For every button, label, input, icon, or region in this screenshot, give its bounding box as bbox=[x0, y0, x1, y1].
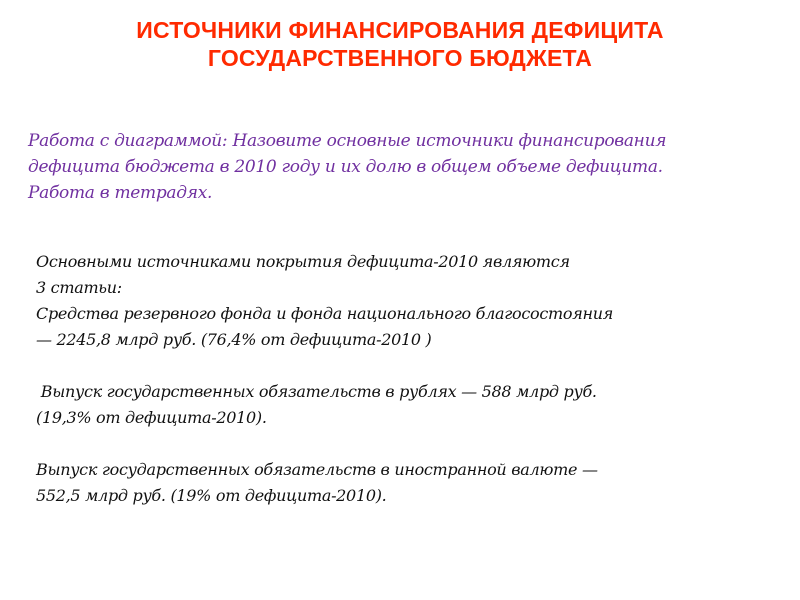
answer-intro-line-2: 3 статьи: bbox=[36, 278, 122, 297]
task-line-1: Работа с диаграммой: Назовите основные источники финансирования bbox=[28, 131, 667, 151]
answer-item-1-line-2: — 2245,8 млрд руб. (76,4% от дефицита-2010 ) bbox=[36, 330, 432, 349]
task-instructions bbox=[28, 128, 768, 206]
answer-item-3-line-1: Выпуск государственных обязательств в иностранной валюте — bbox=[36, 460, 598, 479]
slide-title bbox=[0, 16, 800, 72]
answer-item-3-line-2: 552,5 млрд руб. (19% от дефицита-2010). bbox=[36, 486, 387, 505]
answer-item-2-line-2: (19,3% от дефицита-2010). bbox=[36, 408, 267, 427]
paragraph-gap bbox=[36, 353, 766, 379]
paragraph-gap bbox=[36, 431, 766, 457]
slide-title-line-1: ИСТОЧНИКИ ФИНАНСИРОВАНИЯ ДЕФИЦИТА bbox=[136, 17, 664, 43]
task-line-2: дефицита бюджета в 2010 году и их долю в общем объеме дефицита. bbox=[28, 157, 663, 177]
task-line-3: Работа в тетрадях. bbox=[28, 183, 213, 203]
answer-item-1-line-1: Средства резервного фонда и фонда национального благосостояния bbox=[36, 304, 614, 323]
answer-intro-line-1: Основными источниками покрытия дефицита-2010 являются bbox=[36, 252, 570, 271]
answer-item-2-line-1: Выпуск государственных обязательств в рублях — 588 млрд руб. bbox=[36, 382, 597, 401]
slide-title-line-2: ГОСУДАРСТВЕННОГО БЮДЖЕТА bbox=[207, 45, 593, 71]
answer-text bbox=[36, 249, 766, 509]
